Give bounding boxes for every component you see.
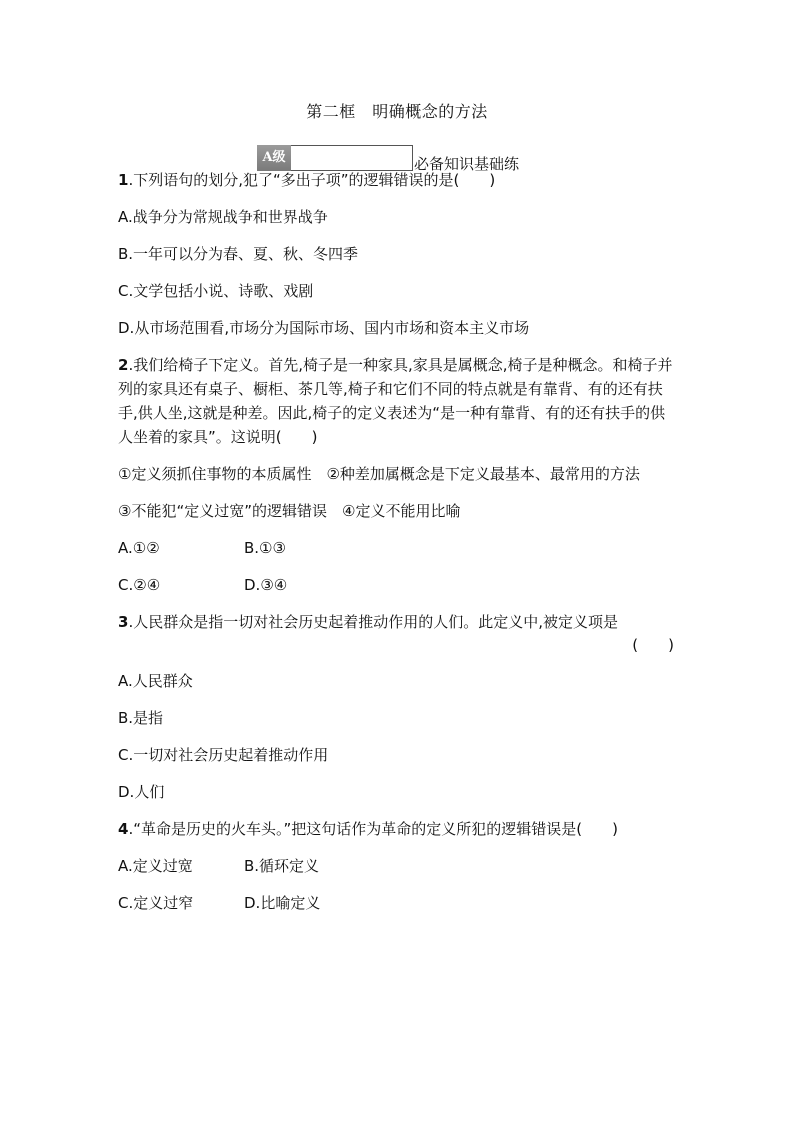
option-row <box>118 536 678 560</box>
question-2 <box>118 353 678 449</box>
question-stem: .我们给椅子下定义。首先,椅子是一种家具,家具是属概念,椅子是种概念。和椅子并列的家具还有桌子、橱柜、茶几等,椅子和它们不同的特点就是有靠背、有的还有扶手,供人坐,这就是种差。因此,椅子的定义表述为“是一种有靠背、有的还有扶手的供人坐着的家具”。这说明( ) <box>118 356 673 446</box>
option-row <box>118 854 678 878</box>
option-d: D.比喻定义 <box>244 894 321 912</box>
option-a: A.战争分为常规战争和世界战争 <box>118 208 328 226</box>
option-b: B.循环定义 <box>244 857 320 875</box>
question-4 <box>118 817 678 841</box>
option-c: C.②④ <box>118 576 161 594</box>
option-d: D.人们 <box>118 783 165 801</box>
option-a: A.人民群众 <box>118 672 193 690</box>
option-b: B.是指 <box>118 709 164 727</box>
question-stem: .人民群众是指一切对社会历史起着推动作用的人们。此定义中,被定义项是 <box>128 613 618 631</box>
page-title: 第二框 明确概念的方法 <box>306 102 488 121</box>
question-number: 3 <box>118 613 129 631</box>
option-b: B.①③ <box>244 539 286 557</box>
question-stem: .下列语句的划分,犯了“多出子项”的逻辑错误的是( ) <box>128 171 496 189</box>
question-number: 2 <box>118 356 129 374</box>
option-row <box>118 573 678 597</box>
option-c: C.定义过窄 <box>118 894 194 912</box>
option-d: D.从市场范围看,市场分为国际市场、国内市场和资本主义市场 <box>118 319 530 337</box>
option-d: D.③④ <box>244 576 288 594</box>
question-number: 1 <box>118 171 129 189</box>
level-label: 必备知识基础练 <box>414 155 520 173</box>
question-stem: .“革命是历史的火车头。”把这句话作为革命的定义所犯的逻辑错误是( ) <box>128 820 618 838</box>
option-a: A.定义过宽 <box>118 857 193 875</box>
option-b: B.一年可以分为春、夏、秋、冬四季 <box>118 245 359 263</box>
answer-bracket: ( ) <box>632 636 674 654</box>
question-3 <box>118 610 678 634</box>
statement-line: ①定义须抓住事物的本质属性 ②种差加属概念是下定义最基本、最常用的方法 <box>118 465 640 483</box>
question-list <box>118 168 678 915</box>
option-c: C.文学包括小说、诗歌、戏剧 <box>118 282 314 300</box>
option-c: C.一切对社会历史起着推动作用 <box>118 746 329 764</box>
option-a: A.①② <box>118 539 160 557</box>
question-1 <box>118 168 678 192</box>
statement-line: ③不能犯“定义过宽”的逻辑错误 ④定义不能用比喻 <box>118 502 461 520</box>
level-badge: A级 <box>257 145 291 171</box>
question-number: 4 <box>118 820 129 838</box>
option-row <box>118 891 678 915</box>
